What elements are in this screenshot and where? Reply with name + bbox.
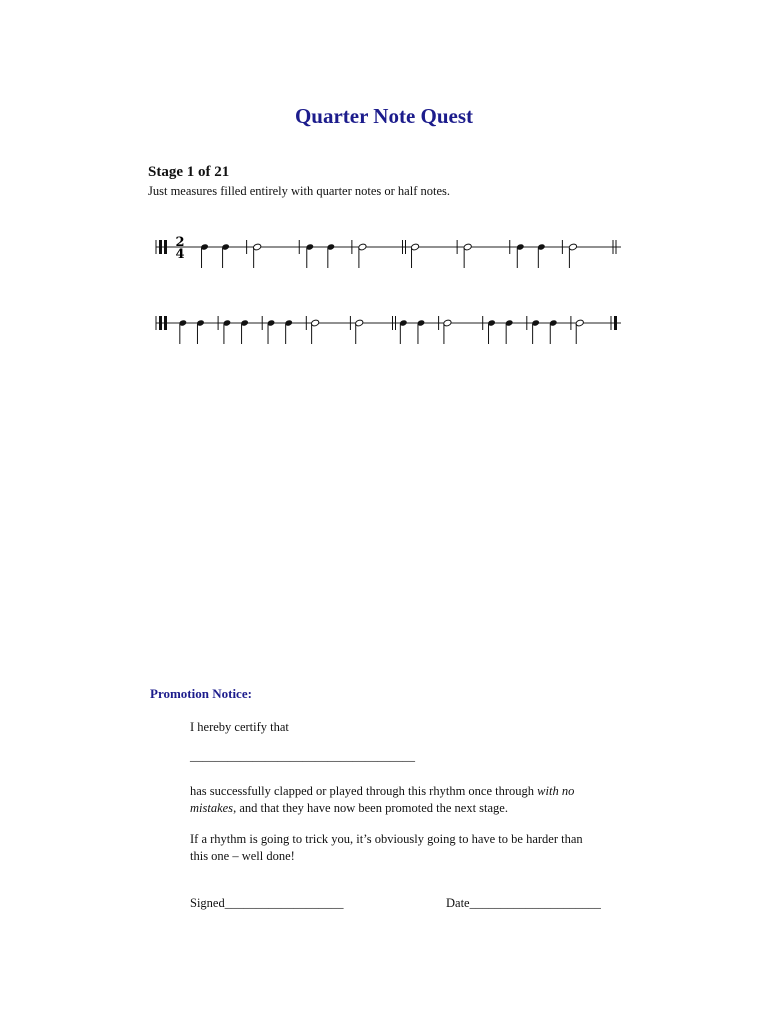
certify-body — [190, 783, 590, 817]
date-label: Date — [446, 896, 470, 910]
certify-body-emphasis: with no mistakes — [190, 784, 575, 815]
rhythm-staff-line-2 — [150, 301, 625, 351]
certify-body-start: has successfully clapped or played through this rhythm once through — [190, 784, 538, 798]
certify-closing: If a rhythm is going to trick you, it’s obviously going to have to be harder than this one – well done! — [190, 832, 583, 863]
certify-body-end: , and that they have now been promoted the next stage. — [233, 801, 508, 815]
rhythm-staff-svg — [150, 301, 625, 351]
signed-label: Signed — [190, 896, 225, 910]
signed-blank: ___________________ — [224, 896, 344, 910]
student-name-blank: ____________________________________ — [190, 749, 415, 763]
date-field — [446, 896, 601, 911]
start-barline-thick — [159, 316, 162, 330]
start-barline-thick — [164, 240, 167, 254]
page-title: Quarter Note Quest — [294, 104, 474, 128]
time-signature-bottom: 4 — [175, 247, 185, 262]
rhythm-staff-line-1 — [150, 225, 625, 275]
date-blank: _____________________ — [469, 896, 601, 910]
stage-heading: Stage 1 of 21 — [148, 164, 230, 180]
final-barline-thick — [614, 316, 617, 330]
stage-description: Just measures filled entirely with quarter notes or half notes. — [148, 184, 451, 198]
time-signature-top: 2 — [175, 235, 185, 250]
start-barline-thick — [159, 240, 162, 254]
start-barline-thick — [164, 316, 167, 330]
certify-intro: I hereby certify that — [190, 720, 289, 734]
promotion-heading: Promotion Notice: — [150, 686, 252, 701]
signed-field — [190, 896, 343, 911]
rhythm-staff-svg — [150, 225, 625, 275]
